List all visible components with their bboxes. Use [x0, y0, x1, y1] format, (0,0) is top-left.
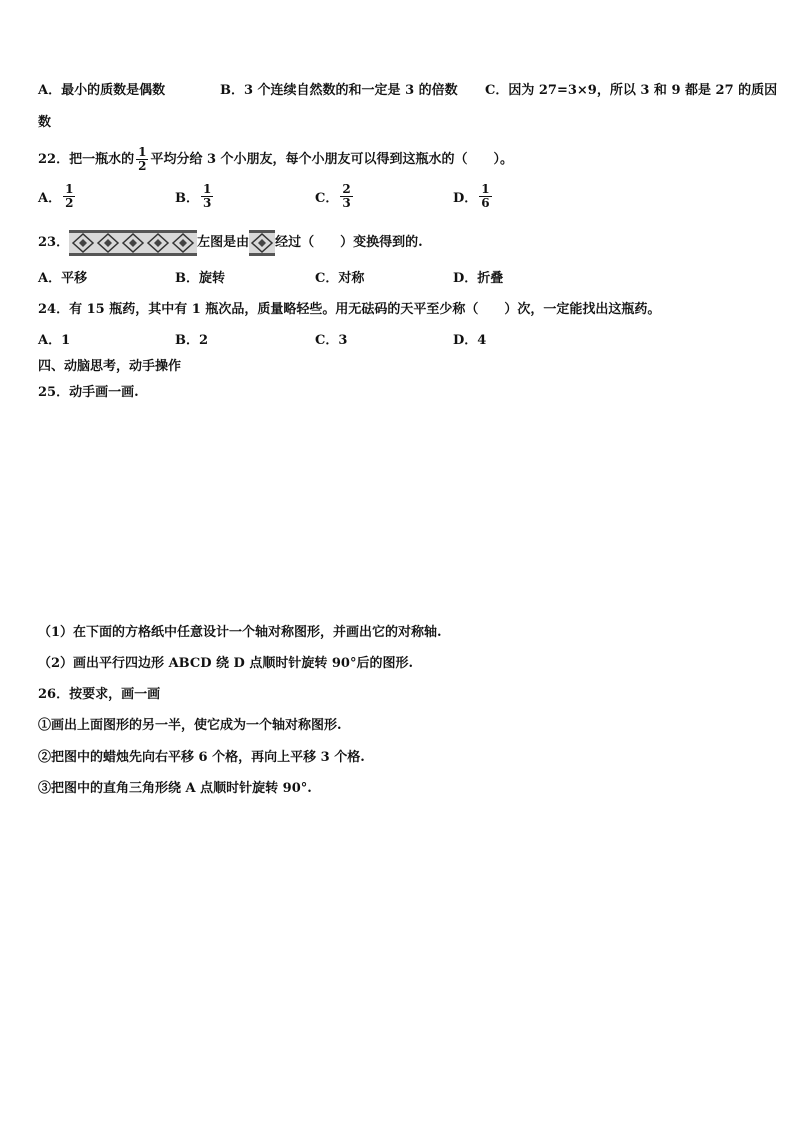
single-motif-image [249, 230, 275, 256]
q21-option-a: A．最小的质数是偶数 [38, 83, 166, 98]
option-label: A． [38, 191, 62, 206]
fraction-numerator: 1 [138, 145, 147, 159]
option-label: B． [175, 191, 199, 206]
q21-option-b: B．3 个连续自然数的和一定是 3 的倍数 [220, 83, 458, 98]
fraction-numerator: 1 [65, 182, 74, 196]
fraction-numerator: 1 [203, 182, 212, 196]
question-26-item-1: ①画出上面图形的另一半，使它成为一个轴对称图形. [38, 718, 342, 733]
q23-suffix: 经过（ ）变换得到的. [275, 235, 423, 250]
q22-suffix: 平均分给 3 个小朋友，每个小朋友可以得到这瓶水的（ ）。 [150, 151, 514, 167]
q23-prefix: 23． [38, 235, 70, 250]
fraction-numerator: 1 [481, 182, 490, 196]
q23-option-b: B．旋转 [175, 271, 225, 286]
fraction-numerator: 2 [342, 182, 351, 196]
question-26-item-3: ③把图中的直角三角形绕 A 点顺时针旋转 90°. [38, 781, 312, 796]
q22-option-d [453, 183, 494, 210]
fraction-denominator: 3 [203, 196, 212, 210]
option-fraction [63, 183, 75, 210]
q24-option-a: A．1 [38, 333, 71, 348]
q24-option-c: C．3 [315, 333, 348, 348]
fraction-denominator: 3 [342, 196, 351, 210]
q22-fraction [136, 146, 148, 173]
q24-option-d: D．4 [453, 333, 487, 348]
q22-option-c [315, 183, 355, 210]
q22-prefix: 22．把一瓶水的 [38, 151, 135, 167]
q21-option-c: C．因为 27=3×9，所以 3 和 9 都是 27 的质因 [485, 83, 778, 98]
option-label: D． [453, 191, 478, 206]
question-25-title: 25．动手画一画. [38, 385, 139, 400]
q22-option-b [175, 183, 215, 210]
question-25-part-2: （2）画出平行四边形 ABCD 绕 D 点顺时针旋转 90°后的图形. [38, 656, 414, 671]
question-26-item-2: ②把图中的蜡烛先向右平移 6 个格，再向上平移 3 个格. [38, 750, 365, 765]
q21-option-c-continued: 数 [38, 115, 52, 130]
border-pattern-image [69, 230, 197, 256]
q23-option-c: C．对称 [315, 271, 365, 286]
fraction-denominator: 2 [65, 196, 74, 210]
section-heading: 四、动脑思考，动手操作 [38, 359, 182, 374]
q23-middle: 左图是由 [197, 235, 250, 250]
q24-option-b: B．2 [175, 333, 209, 348]
question-24: 24．有 15 瓶药，其中有 1 瓶次品，质量略轻些。用无砝码的天平至少称（ ）次，一定能找出这瓶药。 [38, 302, 661, 317]
question-26-title: 26．按要求，画一画 [38, 687, 161, 702]
q23-option-d: D．折叠 [453, 271, 504, 286]
option-fraction [340, 183, 352, 210]
option-fraction [479, 183, 491, 210]
question-23 [38, 230, 423, 256]
option-label: C． [315, 191, 339, 206]
q22-option-a [38, 183, 77, 210]
question-22 [38, 146, 513, 173]
option-fraction [201, 183, 213, 210]
fraction-denominator: 2 [138, 159, 147, 173]
question-25-part-1: （1）在下面的方格纸中任意设计一个轴对称图形，并画出它的对称轴. [38, 625, 442, 640]
fraction-denominator: 6 [481, 196, 490, 210]
q23-option-a: A．平移 [38, 271, 88, 286]
